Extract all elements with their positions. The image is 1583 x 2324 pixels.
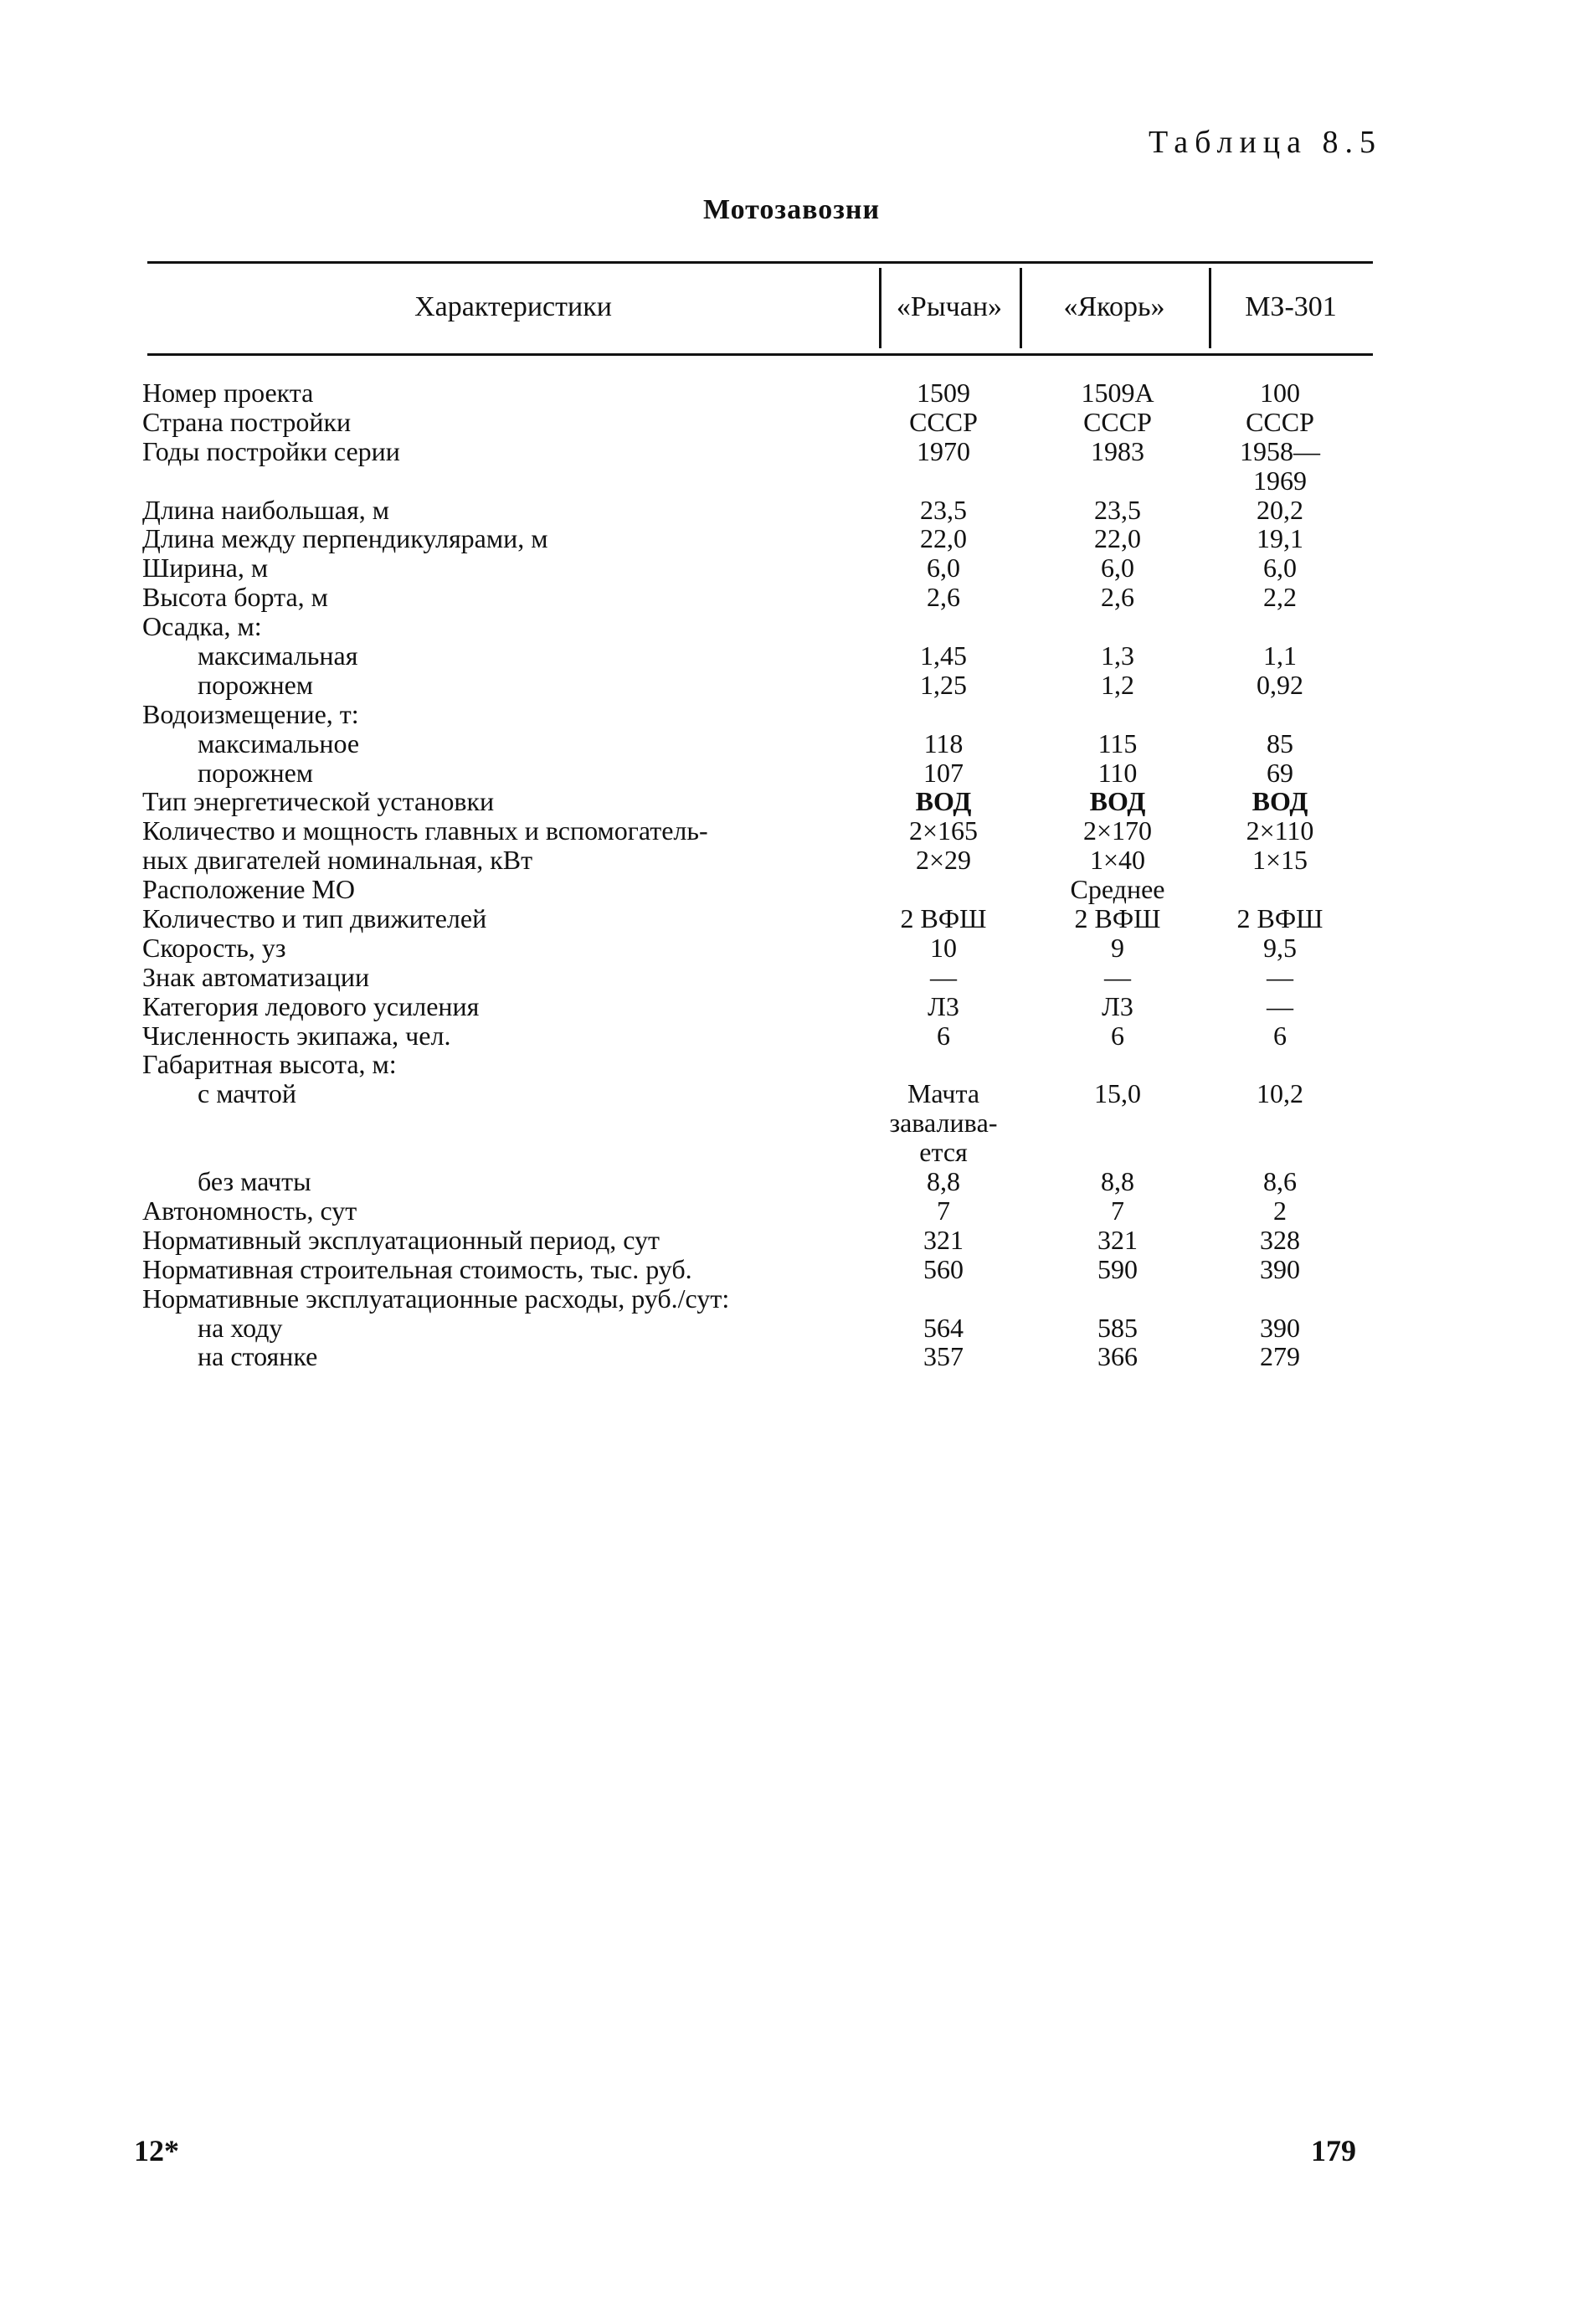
row-label: порожнем [198,757,314,788]
value-rychan: — [930,961,957,992]
row-label: Категория ледового усиления [142,990,480,1021]
value-mz301: 1958— [1240,435,1320,466]
value-mz301: ВОД [1251,786,1308,817]
table-row [134,1167,1390,1196]
value-rychan: 2×165 [908,815,979,846]
value-rychan: 8,8 [927,1166,960,1197]
table-row [134,1255,1390,1284]
value-yakor: 1983 [1091,435,1144,466]
value-mz301: 2,2 [1263,582,1297,613]
value-rychan: 2 ВФШ [900,903,987,934]
value-mz301: 328 [1260,1224,1300,1255]
table-row [134,1138,1390,1167]
row-label: Количество и мощность главных и вспомогатель- [142,815,708,846]
row-label: Знак автоматизации [142,961,370,992]
row-label: Годы постройки серии [142,435,400,466]
page-number: 179 [1311,2134,1356,2167]
value-rychan: 118 [923,728,964,758]
value-yakor: 590 [1097,1253,1138,1284]
value-rychan: 2,6 [927,582,960,613]
value-rychan: 321 [923,1224,964,1255]
row-label: Нормативные эксплуатационные расходы, руб./сут: [142,1283,730,1314]
row-label: с мачтой [198,1078,296,1109]
value-rychan: 6,0 [927,553,960,584]
value-mz301: 69 [1267,757,1293,788]
row-label: порожнем [198,669,314,700]
table-row [134,612,1390,641]
row-label: Нормативная строительная стоимость, тыс. руб. [142,1253,692,1284]
value-yakor: — [1104,961,1131,992]
table-row [134,729,1390,758]
header-col-rychan: «Рычан» [896,291,1003,322]
value-rychan: 1970 [917,435,970,466]
value-rychan: заваливa- [889,1108,998,1139]
value-mz301: 20,2 [1257,494,1303,525]
value-yakor: 15,0 [1094,1078,1141,1109]
value-yakor: 9 [1111,932,1124,963]
value-yakor: СССР [1083,406,1152,437]
header-col-mz301: МЗ-301 [1245,291,1337,322]
table-number: Таблица 8.5 [1148,125,1382,160]
value-rychan: 23,5 [920,494,967,525]
table-row [134,671,1390,700]
value-rychan: 6 [937,1020,950,1051]
row-label: Высота борта, м [142,582,328,613]
value-rychan: 7 [937,1195,950,1226]
row-label: Скорость, уз [142,932,286,963]
value-mz301: 6 [1273,1020,1287,1051]
value-mz301: 1,1 [1263,640,1297,671]
value-yakor: 7 [1111,1195,1124,1226]
table-title: Мотозавозни [702,194,881,225]
value-mz301: 2×110 [1246,815,1314,846]
row-label: Длина между перпендикулярами, м [142,523,548,554]
value-mz301: 390 [1260,1253,1300,1284]
value-rychan: ется [919,1137,968,1168]
table-row [134,963,1390,992]
table-row [134,583,1390,612]
row-label: без мачты [198,1166,311,1197]
value-mz301: 9,5 [1263,932,1297,963]
value-rychan: 357 [923,1341,964,1372]
value-yakor: 2 ВФШ [1074,903,1161,934]
value-yakor: Среднее [1070,874,1165,905]
table-row [134,496,1390,525]
value-yakor: 1,3 [1101,640,1134,671]
value-yakor: 1,2 [1101,669,1134,700]
value-mz301: 19,1 [1257,523,1303,554]
table-row [134,1226,1390,1255]
value-rychan: 560 [923,1253,964,1284]
value-rychan: СССР [909,406,978,437]
header-characteristics: Характеристики [414,291,612,322]
row-label: Водоизмещение, т: [142,698,359,729]
table-row [134,816,1390,846]
row-label: на стоянке [198,1341,318,1372]
value-yakor: 110 [1097,757,1138,788]
table-row [134,992,1390,1021]
value-rychan: 1,25 [920,669,967,700]
row-label: максимальное [198,728,360,758]
value-mz301: 2 ВФШ [1236,903,1323,934]
row-label: Количество и тип движителей [142,903,487,934]
value-yakor: 2×170 [1082,815,1153,846]
table-row [134,408,1390,437]
value-yakor: ВОД [1089,786,1146,817]
value-rychan: 564 [923,1312,964,1343]
table-row [134,1050,1390,1079]
value-rychan: 1509 [917,378,970,408]
value-mz301: 1×15 [1251,845,1308,876]
value-yakor: Л3 [1102,990,1133,1021]
table-row [134,1196,1390,1226]
value-mz301: 85 [1267,728,1293,758]
row-label: Тип энергетической установки [142,786,495,817]
table-row [134,787,1390,816]
table-row [134,1021,1390,1051]
value-rychan: ВОД [915,786,972,817]
value-yakor: 366 [1097,1341,1138,1372]
value-yakor: 22,0 [1094,523,1141,554]
row-label: на ходу [198,1312,283,1343]
value-yakor: 1509А [1081,378,1154,408]
header-col-yakor: «Якорь» [1063,291,1165,322]
table-row [134,641,1390,671]
row-label: Автономность, сут [142,1195,357,1226]
value-yakor: 2,6 [1101,582,1134,613]
value-mz301: СССР [1246,406,1314,437]
table-top-rule [147,261,1373,264]
value-rychan: 1,45 [920,640,967,671]
row-label: Расположение МО [142,874,355,905]
value-yakor: 6 [1111,1020,1124,1051]
row-label: Страна постройки [142,406,352,437]
row-label: Номер проекта [142,378,314,408]
table-row [134,933,1390,963]
row-label: Нормативный эксплуатационный период, сут [142,1224,660,1255]
signature-mark: 12* [134,2134,179,2167]
value-yakor: 6,0 [1101,553,1134,584]
table-row [134,437,1390,466]
value-mz301: 0,92 [1257,669,1303,700]
value-rychan: 10 [930,932,957,963]
table-row [134,846,1390,875]
value-rychan: 22,0 [920,523,967,554]
value-rychan: Л3 [928,990,959,1021]
row-label: Численность экипажа, чел. [142,1020,451,1051]
value-yakor: 23,5 [1094,494,1141,525]
table-row [134,758,1390,788]
value-mz301: 8,6 [1263,1166,1297,1197]
value-mz301: 6,0 [1263,553,1297,584]
row-label: Ширина, м [142,553,269,584]
value-yakor: 115 [1097,728,1138,758]
row-label: максимальная [198,640,358,671]
value-yakor: 321 [1097,1224,1138,1255]
table-body [134,378,1390,1371]
table-row [134,378,1390,408]
value-yakor: 8,8 [1101,1166,1134,1197]
value-mz301: 390 [1260,1312,1300,1343]
value-rychan: 2×29 [915,845,972,876]
table-header-rule [147,353,1373,356]
table-row [134,524,1390,553]
value-mz301: 2 [1273,1195,1287,1226]
row-label: Осадка, м: [142,611,262,642]
table-row [134,700,1390,729]
value-mz301: — [1267,961,1293,992]
table-row [134,1079,1390,1108]
value-rychan: 107 [923,757,964,788]
value-yakor: 1×40 [1089,845,1146,876]
row-label: Длина наибольшая, м [142,494,389,525]
value-mz301: 100 [1260,378,1300,408]
value-mz301: 279 [1260,1341,1300,1372]
value-mz301: 1969 [1253,465,1307,496]
table-row [134,875,1390,904]
value-mz301: — [1267,990,1293,1021]
table-row [134,904,1390,933]
table-row [134,1342,1390,1371]
row-label: ных двигателей номинальная, кВт [142,845,533,876]
table-row [134,1314,1390,1343]
table-row [134,466,1390,496]
row-label: Габаритная высота, м: [142,1049,397,1080]
table-row [134,553,1390,583]
table-row [134,1284,1390,1314]
value-mz301: 10,2 [1257,1078,1303,1109]
value-yakor: 585 [1097,1312,1138,1343]
table-row [134,1108,1390,1138]
value-rychan: Мачта [907,1078,980,1109]
